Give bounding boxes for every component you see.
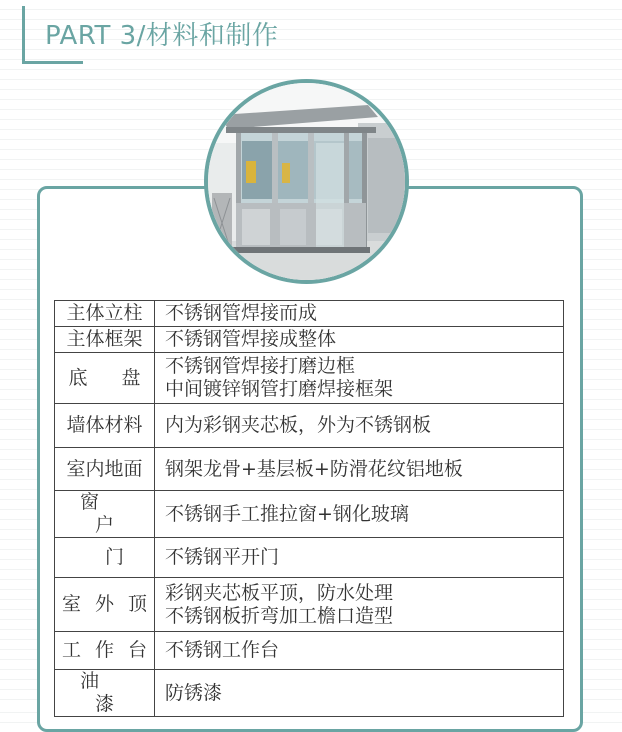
row-value: 不锈钢手工推拉窗+钢化玻璃	[155, 491, 564, 538]
page-title: PART 3/材料和制作	[45, 21, 279, 51]
row-label: 室内地面	[55, 448, 155, 491]
table-row	[55, 632, 564, 670]
spec-table	[54, 300, 564, 717]
table-row	[55, 538, 564, 578]
row-value: 不锈钢管焊接而成	[155, 301, 564, 327]
row-value-line: 彩钢夹芯板平顶，防水处理	[165, 581, 394, 604]
row-label: 主体框架	[55, 327, 155, 353]
table-row	[55, 327, 564, 353]
row-value: 不锈钢平开门	[155, 538, 564, 578]
row-value: 不锈钢工作台	[155, 632, 564, 670]
table-row	[55, 353, 564, 404]
row-label: 门	[55, 538, 155, 578]
table-row	[55, 578, 564, 632]
row-label: 室外顶	[55, 578, 155, 632]
row-value-line: 中间镀锌钢管打磨焊接框架	[165, 378, 394, 400]
row-value: 不锈钢管焊接成整体	[155, 327, 564, 353]
photo-frame	[204, 79, 409, 284]
row-value: 钢架龙骨+基层板+防滑花纹铝地板	[155, 448, 564, 491]
row-label: 工作台	[55, 632, 155, 670]
table-row	[55, 301, 564, 327]
security-booth-photo-icon	[208, 83, 405, 280]
row-label: 窗 户	[55, 491, 155, 538]
row-value: 防锈漆	[155, 670, 564, 717]
row-value-line: 不锈钢管焊接打磨边框	[165, 355, 356, 377]
row-label: 底 盘	[55, 353, 155, 404]
table-row	[55, 670, 564, 717]
row-value: 内为彩钢夹芯板，外为不锈钢板	[155, 404, 564, 448]
table-row	[55, 491, 564, 538]
row-value-line: 不锈钢板折弯加工檐口造型	[165, 604, 394, 627]
row-label: 主体立柱	[55, 301, 155, 327]
row-label: 油 漆	[55, 670, 155, 717]
row-value	[155, 353, 564, 404]
table-row	[55, 404, 564, 448]
row-label: 墙体材料	[55, 404, 155, 448]
table-row	[55, 448, 564, 491]
row-value	[155, 578, 564, 632]
